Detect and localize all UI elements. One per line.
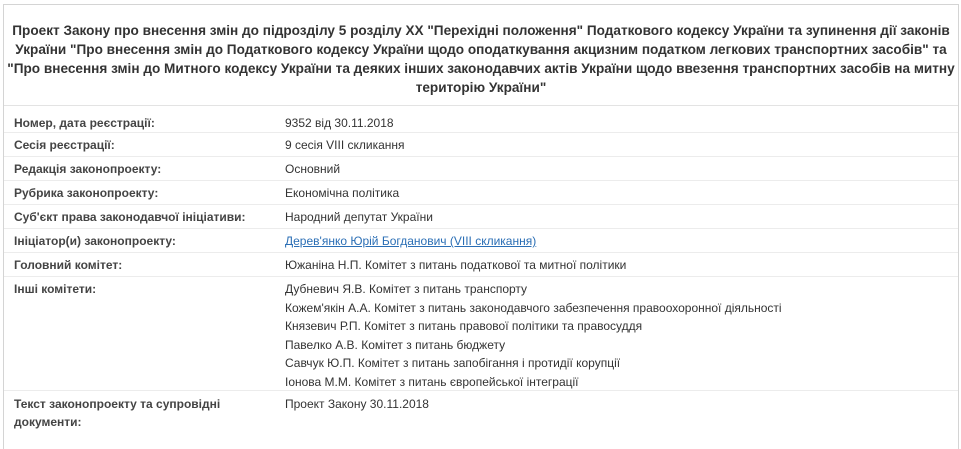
documents-label-line2: документи: xyxy=(14,415,82,429)
session-value: 9 сесія VIII скликання xyxy=(285,138,405,152)
registration-label: Номер, дата реєстрації: xyxy=(14,116,155,130)
row-rubric xyxy=(4,181,958,205)
bill-details-table xyxy=(4,106,958,441)
initiator-value xyxy=(274,232,958,252)
committee-item: Іонова М.М. Комітет з питань європейської інтеграції xyxy=(285,374,579,389)
documents-label-line1: Текст законопроекту та супровідні xyxy=(14,397,221,411)
committee-item: Князевич Р.П. Комітет з питань правової політики та правосуддя xyxy=(285,319,643,333)
subject-value: Народний депутат України xyxy=(285,210,433,224)
row-session xyxy=(4,133,958,157)
edition-label: Редакція законопроекту: xyxy=(14,162,162,176)
main-committee-value: Южаніна Н.П. Комітет з питань податкової та митної політики xyxy=(285,258,627,272)
session-label: Сесія реєстрації: xyxy=(14,138,115,152)
bill-title: Проект Закону про внесення змін до підрозділу 5 розділу ХХ "Перехідні положення" Податкового кодексу України та зупинення дії законів України "Про внесення змін до Податкового кодексу України щодо оподаткування акцизним податком легкових транспортних засобів" та "Про внесення змін до Митного кодексу України та деяких інших законодавчих актів України щодо ввезення транспортних засобів на митну територію України" xyxy=(7,23,955,95)
subject-label: Суб'єкт права законодавчої ініціативи: xyxy=(14,210,246,224)
row-other-committees xyxy=(4,277,958,391)
committee-item: Павелко А.В. Комітет з питань бюджету xyxy=(285,337,506,352)
registration-value: 9352 від 30.11.2018 xyxy=(285,116,394,130)
committee-item: Савчук Ю.П. Комітет з питань запобігання і протидії корупції xyxy=(285,356,621,370)
edition-value: Основний xyxy=(285,162,341,176)
row-subject xyxy=(4,205,958,229)
initiator-label: Ініціатор(и) законопроекту: xyxy=(14,234,176,248)
documents-value: Проект Закону 30.11.2018 xyxy=(285,397,429,411)
row-initiator xyxy=(4,229,958,253)
initiator-link[interactable]: Дерев'янко Юрій Богданович (VIII скликання) xyxy=(285,234,537,248)
documents-label xyxy=(4,395,274,441)
row-registration xyxy=(4,106,958,133)
row-edition xyxy=(4,157,958,181)
other-committees-label: Інші комітети: xyxy=(14,282,97,296)
committee-item: Дубневич Я.В. Комітет з питань транспорту xyxy=(285,282,528,296)
committee-item: Кожем'якін А.А. Комітет з питань законодавчого забезпечення правоохоронної діяльності xyxy=(285,300,782,315)
row-documents xyxy=(4,391,958,441)
rubric-label: Рубрика законопроекту: xyxy=(14,186,159,200)
other-committees-list xyxy=(274,280,958,390)
bill-card xyxy=(3,4,959,449)
rubric-value: Економічна політика xyxy=(285,186,400,200)
row-main-committee xyxy=(4,253,958,277)
main-committee-label: Головний комітет: xyxy=(14,258,123,272)
